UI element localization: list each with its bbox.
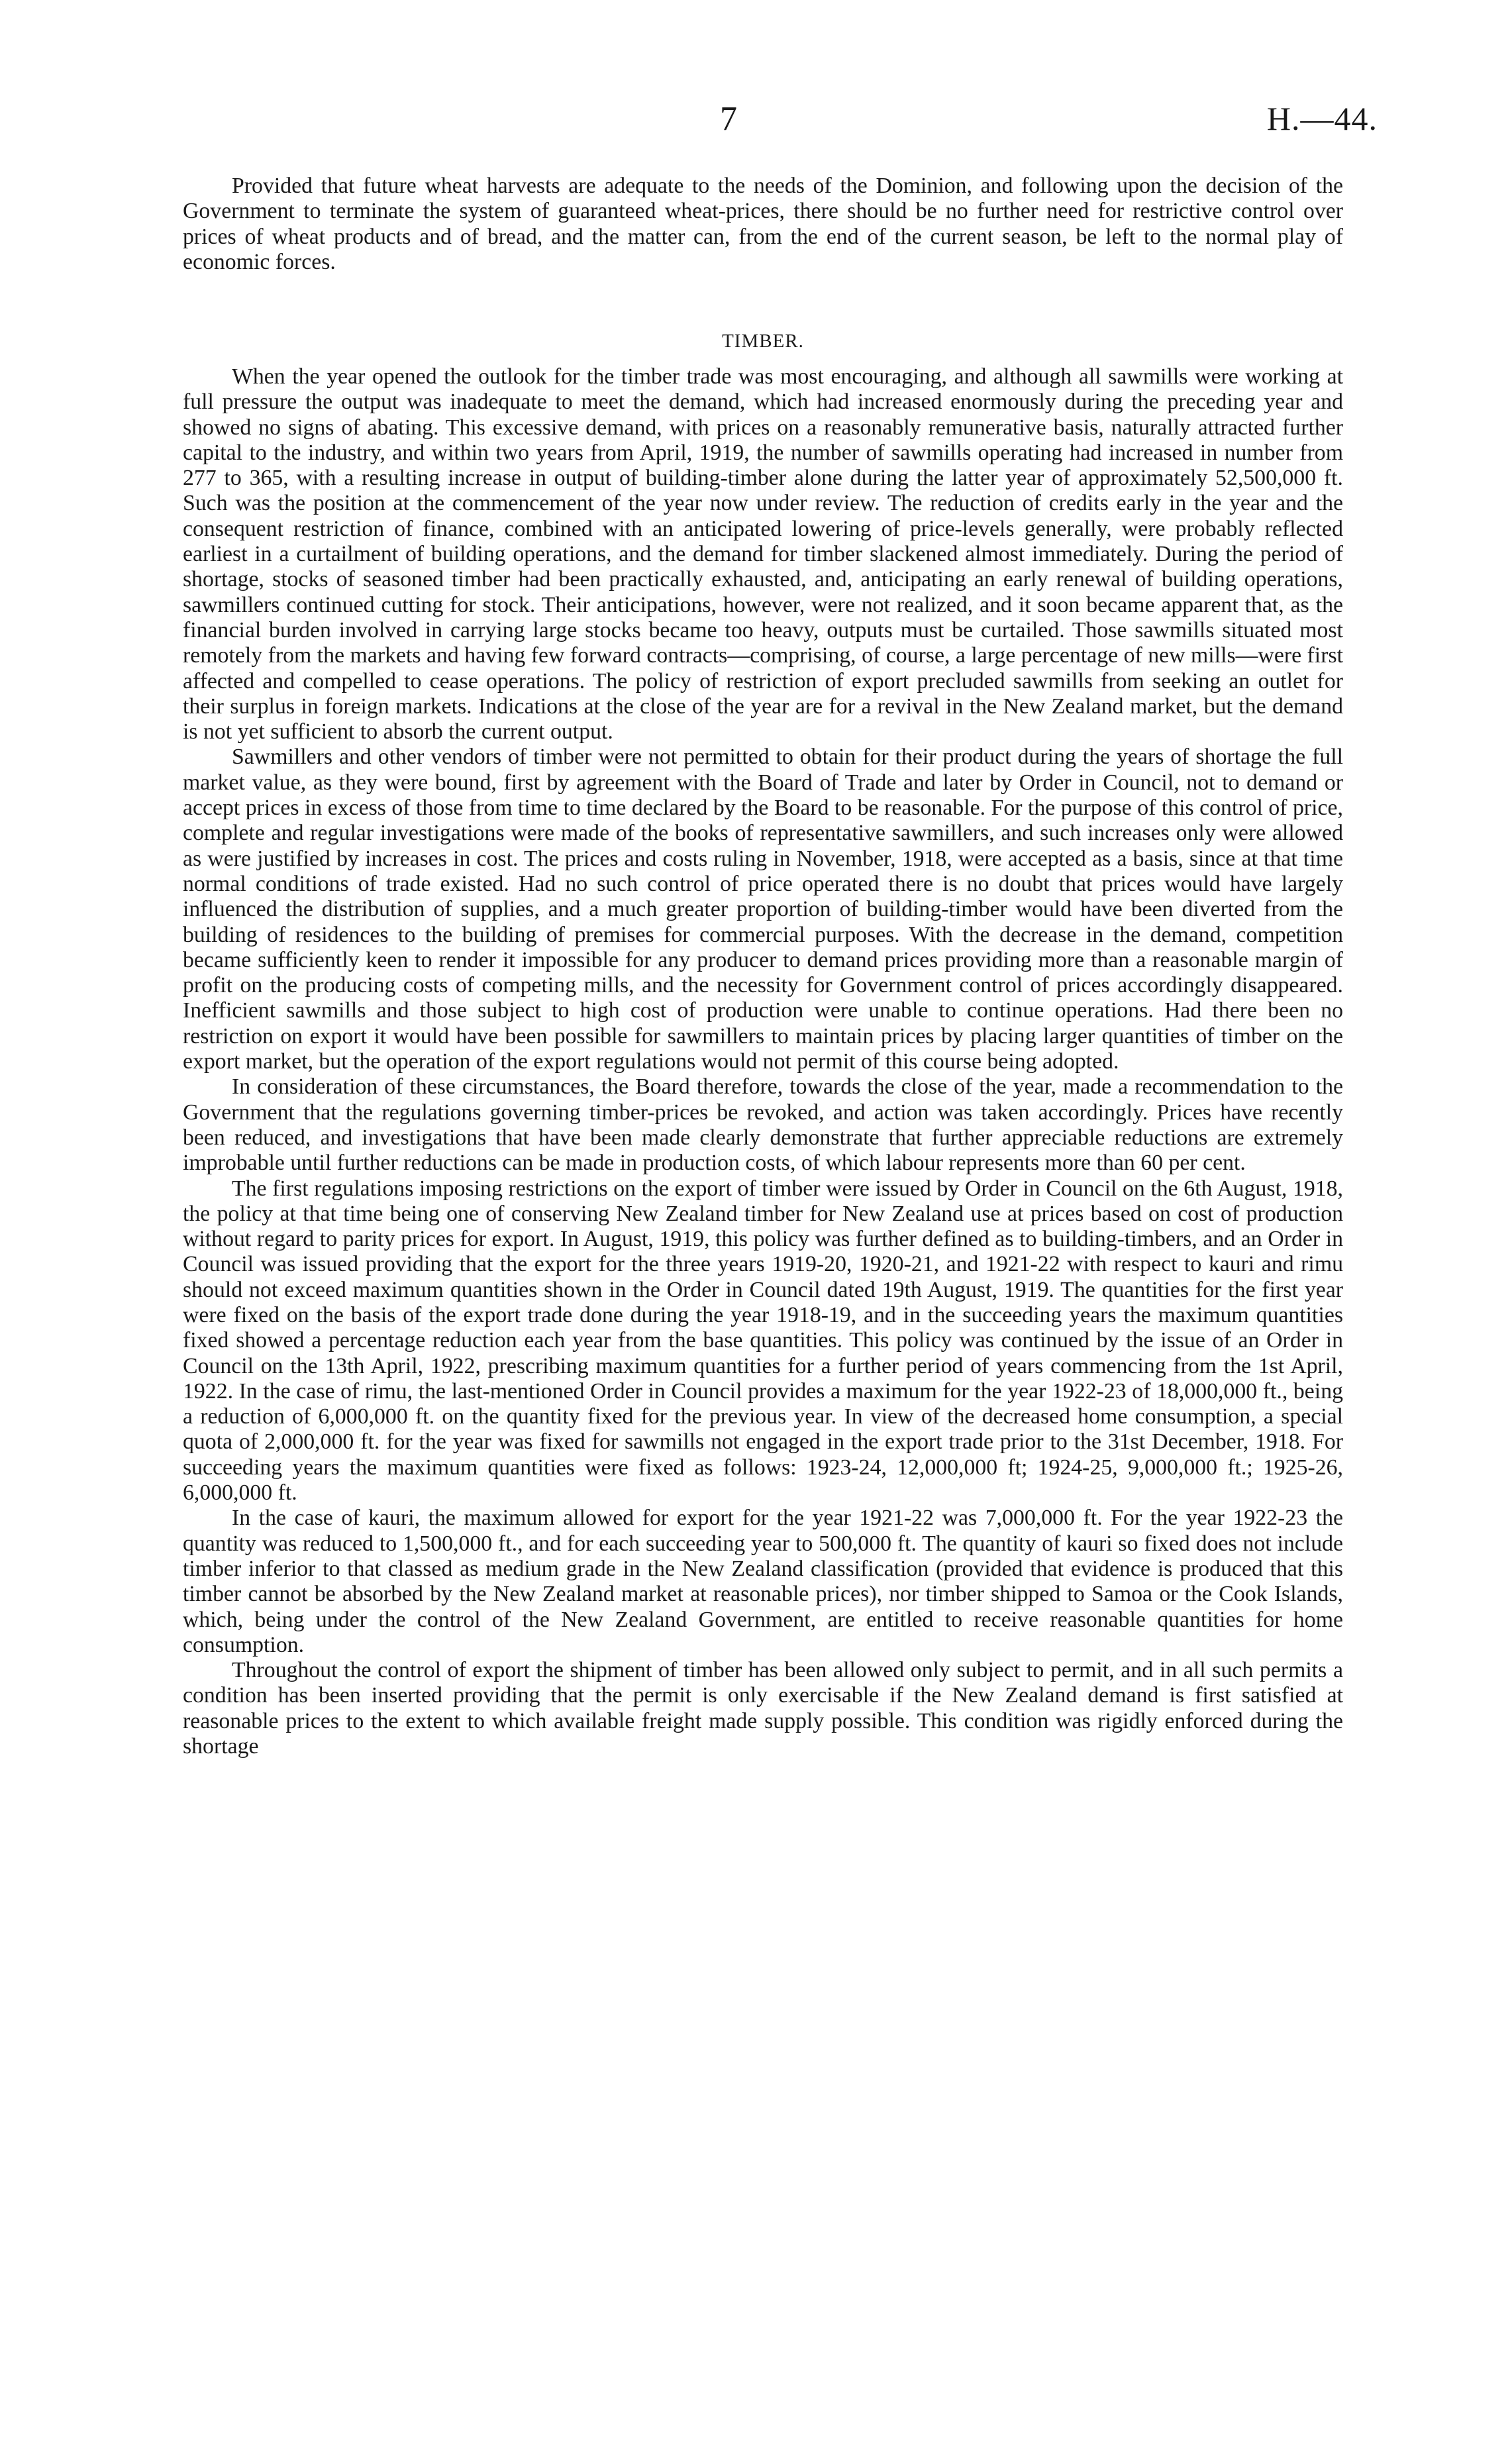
- page-number: 7: [720, 100, 737, 138]
- timber-section-body: [183, 364, 1343, 1759]
- body-paragraph-4: The first regulations imposing restrictions on the export of timber were issued by Order in Council on the 6th August, 1918, the policy at that time being one of conserving New Zealand timber for New Zealand use at prices based on cost of production without regard to parity prices for export. In August, 1919, this policy was further defined as to building-timbers, and an Order in Council was issued providing that the export for the three years 1919-20, 1920-21, and 1921-22 with respect to kauri and rimu should not exceed maximum quantities shown in the Order in Council dated 19th August, 1919. The quantities for the first year were fixed on the basis of the export trade done during the year 1918-19, and in the succeeding years the maximum quantities fixed showed a percentage reduction each year from the base quantities. This policy was continued by the issue of an Order in Council on the 13th April, 1922, prescribing maximum quantities for a further period of years commencing from the 1st April, 1922. In the case of rimu, the last-mentioned Order in Council provides a maximum for the year 1922-23 of 18,000,000 ft., being a reduction of 6,000,000 ft. on the quantity fixed for the previous year. In view of the decreased home consumption, a special quota of 2,000,000 ft. for the year was fixed for sawmills not engaged in the export trade prior to the 31st December, 1918. For succeeding years the maximum quantities were fixed as follows: 1923-24, 12,000,000 ft; 1924-25, 9,000,000 ft.; 1925-26, 6,000,000 ft.: [183, 1176, 1343, 1506]
- section-heading: TIMBER.: [722, 331, 804, 352]
- intro-block: [183, 174, 1343, 275]
- body-paragraph-2: Sawmillers and other vendors of timber were not permitted to obtain for their product during the years of shortage the full market value, as they were bound, first by agreement with the Board of Trade and later by Order in Council, not to demand or accept prices in excess of those from time to time declared by the Board to be reasonable. For the purpose of this control of price, complete and regular investigations were made of the books of representative sawmillers, and such increases only were allowed as were justified by increases in cost. The prices and costs ruling in November, 1918, were accepted as a basis, since at that time normal conditions of trade existed. Had no such control of price operated there is no doubt that prices would have largely influenced the distribution of supplies, and a much greater proportion of building-timber would have been diverted from the building of residences to the building of premises for commercial purposes. With the decrease in the demand, competition became sufficiently keen to render it impossible for any producer to demand prices providing more than a reasonable margin of profit on the producing costs of competing mills, and the necessity for Government control of prices accordingly disappeared. Inefficient sawmills and those subject to high cost of production were unable to continue operations. Had there been no restriction on export it would have been possible for sawmillers to maintain prices by placing larger quantities of timber on the export market, but the operation of the export regulations would not permit of this course being adopted.: [183, 744, 1343, 1074]
- body-paragraph-3: In consideration of these circumstances, the Board therefore, towards the close of the year, made a recommendation to the Government that the regulations governing timber-prices be revoked, and action was taken accordingly. Prices have recently been reduced, and investigations that have been made clearly demonstrate that further appreciable reductions are extremely improbable until further reductions can be made in production costs, of which labour represents more than 60 per cent.: [183, 1074, 1343, 1176]
- body-paragraph-1: When the year opened the outlook for the timber trade was most encouraging, and although all sawmills were working at full pressure the output was inadequate to meet the demand, which had increased enormously during the preceding year and showed no signs of abating. This excessive demand, with prices on a reasonably remunerative basis, naturally attracted further capital to the industry, and within two years from April, 1919, the number of sawmills operating had increased in number from 277 to 365, with a resulting increase in output of building-timber alone during the latter year of approximately 52,500,000 ft. Such was the position at the commencement of the year now under review. The reduction of credits early in the year and the consequent restriction of finance, combined with an anticipated lowering of price-levels generally, were probably reflected earliest in a curtailment of building operations, and the demand for timber slackened almost immediately. During the period of shortage, stocks of seasoned timber had been practically exhausted, and, anticipating an early renewal of building operations, sawmillers continued cutting for stock. Their anticipations, however, were not realized, and it soon became apparent that, as the financial burden involved in carrying large stocks became too heavy, outputs must be curtailed. Those sawmills situated most remotely from the markets and having few forward contracts—comprising, of course, a large percentage of new mills—were first affected and compelled to cease operations. The policy of restriction of export precluded sawmills from seeking an outlet for their surplus in foreign markets. Indications at the close of the year are for a revival in the New Zealand market, but the demand is not yet sufficient to absorb the current output.: [183, 364, 1343, 744]
- body-paragraph-6: Throughout the control of export the shipment of timber has been allowed only subject to permit, and in all such permits a condition has been inserted providing that the permit is only exercisable if the New Zealand demand is first satisfied at reasonable prices to the extent to which available freight made supply possible. This condition was rigidly enforced during the shortage: [183, 1658, 1343, 1759]
- intro-paragraph: Provided that future wheat harvests are adequate to the needs of the Dominion, and following upon the decision of the Government to terminate the system of guaranteed wheat-prices, there should be no further need for restrictive control over prices of wheat products and of bread, and the matter can, from the end of the current season, be left to the normal play of economic forces.: [183, 174, 1343, 274]
- document-reference: H.—44.: [1266, 100, 1378, 137]
- body-paragraph-5: In the case of kauri, the maximum allowed for export for the year 1921-22 was 7,000,000 ft. For the year 1922-23 the quantity was reduced to 1,500,000 ft., and for each succeeding year to 500,000 ft. The quantity of kauri so fixed does not include timber inferior to that classed as medium grade in the New Zealand classification (provided that evidence is produced that this timber cannot be absorbed by the New Zealand market at reasonable prices), nor timber shipped to Samoa or the Cook Islands, which, being under the control of the New Zealand Government, are entitled to receive reasonable quantities for home consumption.: [183, 1506, 1343, 1657]
